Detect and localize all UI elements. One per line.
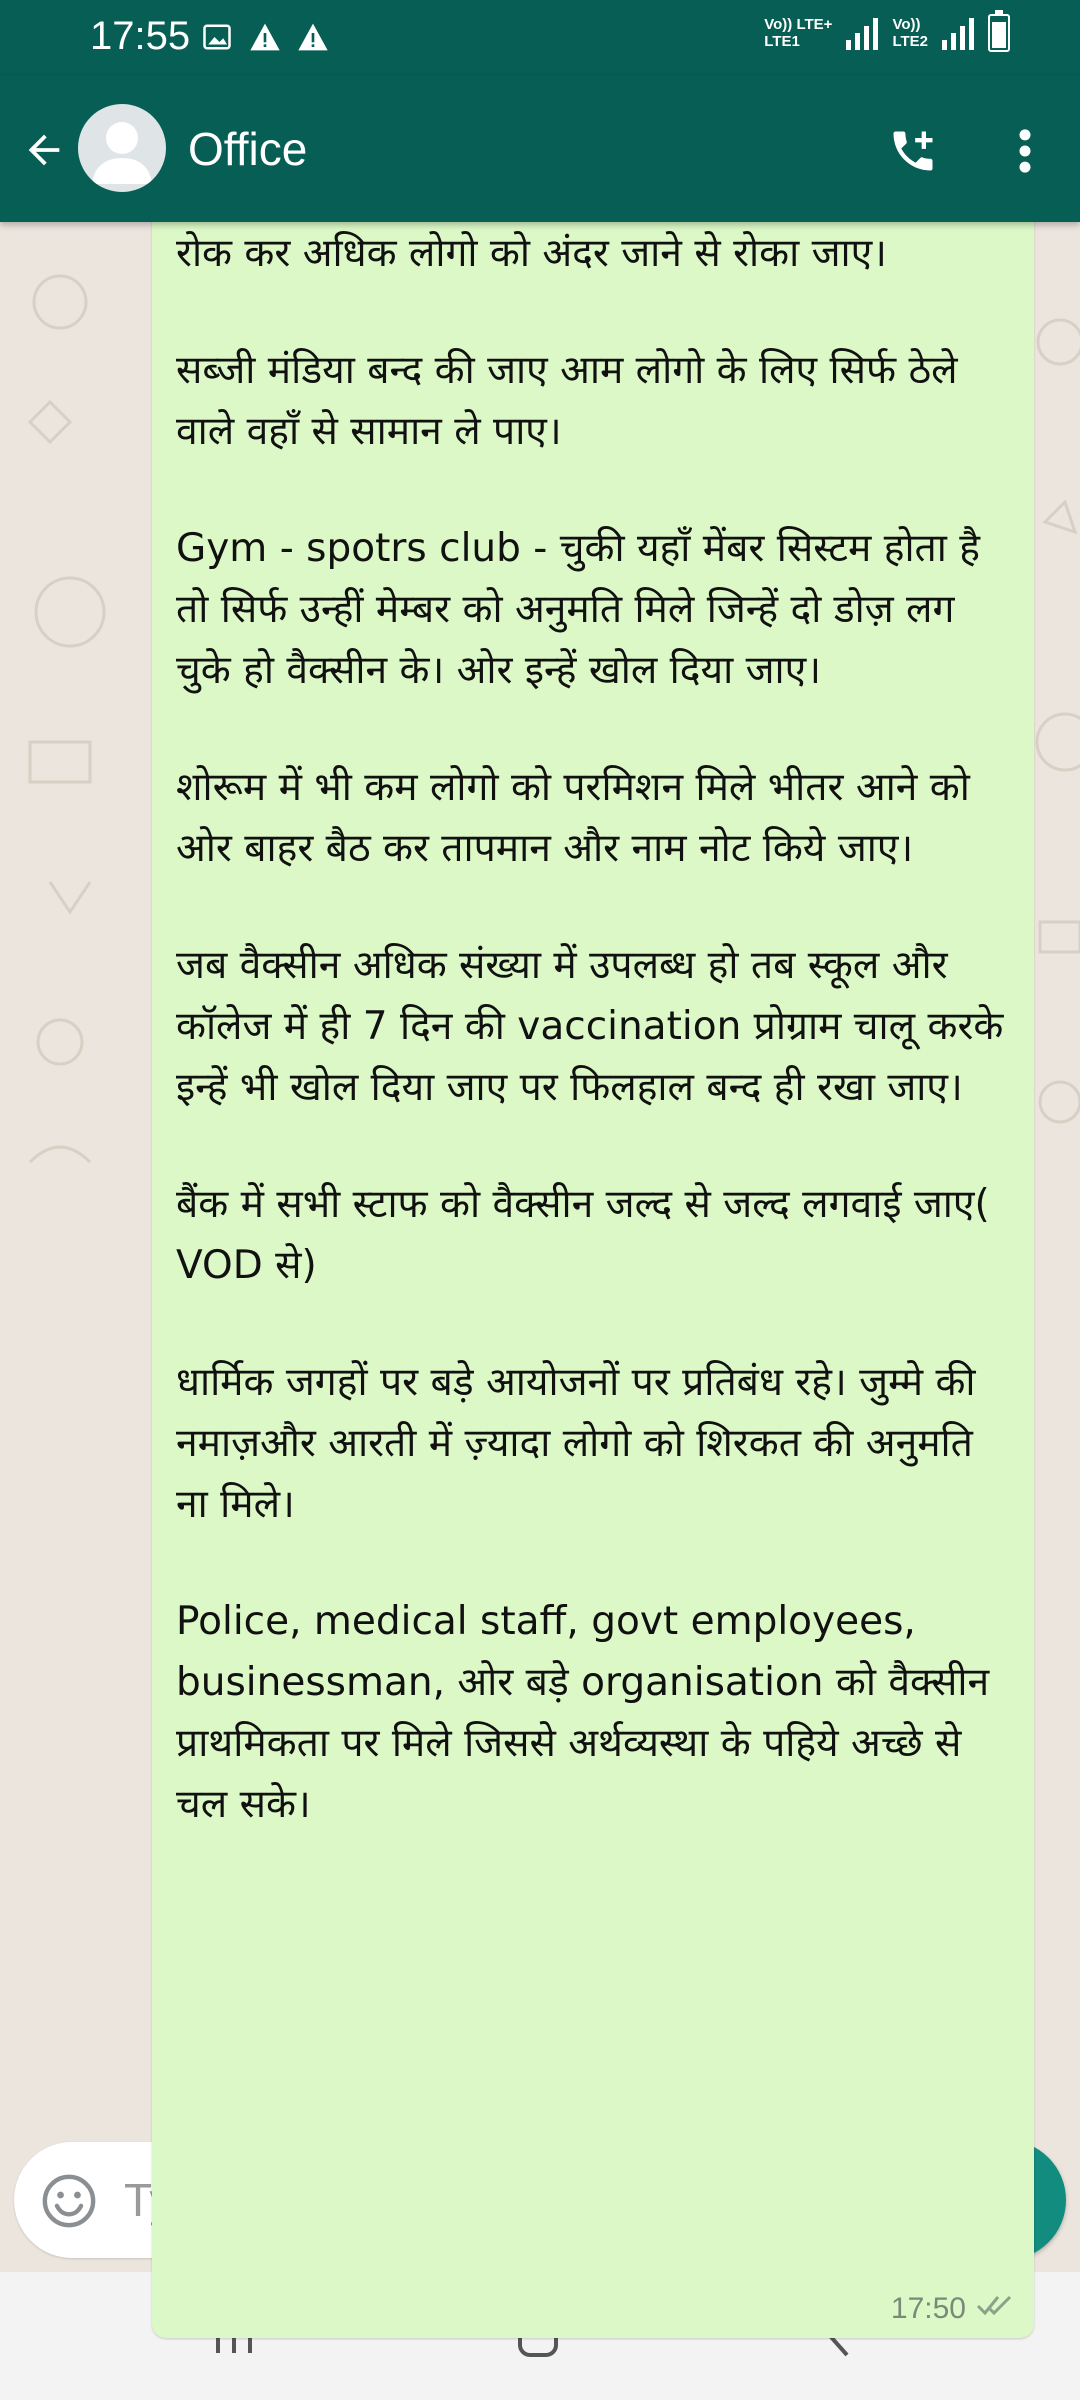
message-bubble[interactable] xyxy=(152,162,1034,2338)
message-paragraph: बैंक में सभी स्टाफ को वैक्सीन जल्द से जल्द लगवाई जाए( VOD से) xyxy=(176,1182,990,1288)
avatar[interactable] xyxy=(78,104,166,192)
message-paragraph: सब्जी मंडिया बन्द की जाए आम लोगो के लिए सिर्फ ठेले वाले वहाँ से सामान ले पाए। xyxy=(176,348,958,454)
message-paragraph: शोरूम में भी कम लोगो को परमिशन मिले भीतर आने को ओर बाहर बैठ कर तापमान और नाम नोट किये जाए। xyxy=(176,765,970,871)
sim2-label: Vo)) LTE2 xyxy=(892,16,928,50)
status-bar xyxy=(0,0,1080,76)
add-call-icon[interactable] xyxy=(878,116,948,186)
message-paragraph: Police, medical staff, govt employees, businessman, ओर बड़े organisation को वैक्सीन प्राथमिकता पर मिले जिससे अर्थव्यस्था के पहिये अच्छे से चल सके। xyxy=(176,1599,990,1827)
chat-title[interactable]: Office xyxy=(188,123,308,175)
warning-icon xyxy=(248,20,282,54)
chat-area[interactable] xyxy=(0,222,1080,2325)
sim1-label: Vo)) LTE+ LTE1 xyxy=(764,16,833,50)
chat-header xyxy=(0,76,1080,222)
notification-icons xyxy=(200,20,330,54)
message-meta xyxy=(891,2292,1016,2326)
signal-icon xyxy=(846,16,878,50)
double-tick-icon xyxy=(976,2292,1016,2326)
warning-icon xyxy=(296,20,330,54)
emoji-icon[interactable] xyxy=(40,2172,98,2230)
message-paragraph: जब वैक्सीन अधिक संख्या में उपलब्ध हो तब स्कूल और कॉलेज में ही 7 दिन की vaccination प्रोग्राम चालू करके इन्हें भी खोल दिया जाए पर फिलहाल बन्द ही रखा जाए। xyxy=(176,943,1004,1110)
message-time: 17:50 xyxy=(890,2292,966,2325)
message-paragraph: धार्मिक जगहों पर बड़े आयोजनों पर प्रतिबंध रहे। जुम्मे की नमाज़और आरती में ज़्यादा लोगो को शिरकत की अनुमति ना मिले। xyxy=(176,1360,976,1527)
message-text xyxy=(176,162,1010,1835)
image-icon xyxy=(200,20,234,54)
message-paragraph: रोक कर अधिक लोगो को अंदर जाने से रोका जाए। xyxy=(176,231,887,276)
system-indicators xyxy=(764,14,1010,52)
more-vert-icon[interactable] xyxy=(1000,116,1050,186)
back-arrow-icon[interactable] xyxy=(14,120,74,180)
status-time: 17:55 xyxy=(90,14,191,58)
signal-icon xyxy=(942,16,974,50)
battery-icon xyxy=(988,14,1010,52)
message-paragraph: Gym - spotrs club - चुकी यहाँ मेंबर सिस्टम होता है तो सिर्फ उन्हीं मेम्बर को अनुमति मिले जिन्हें दो डोज़ लग चुके हो वैक्सीन के। ओर इन्हें खोल दिया जाए। xyxy=(176,526,980,693)
